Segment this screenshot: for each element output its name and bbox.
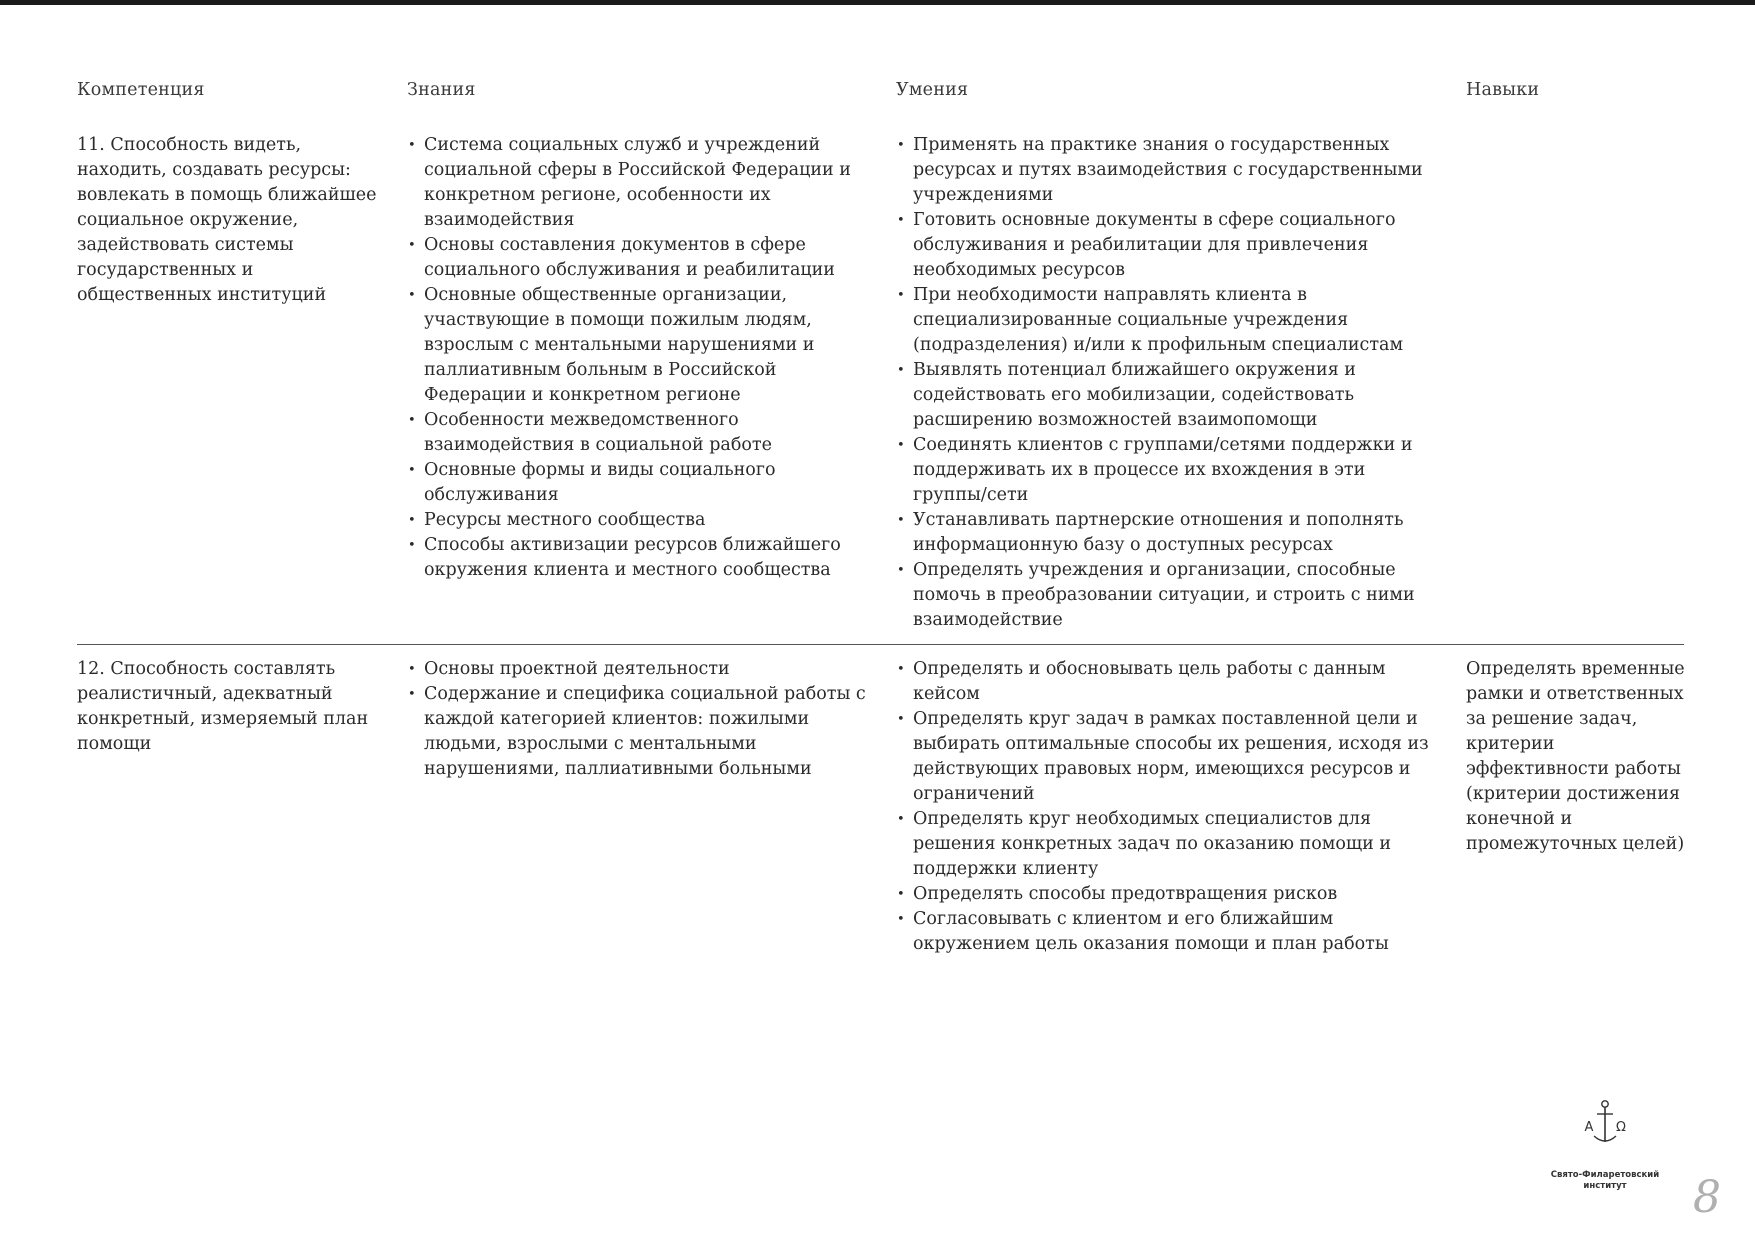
row-12-competence: 12. Способность составлять реалистичный, адекватный конкретный, измеряемый план помощи bbox=[77, 659, 369, 754]
logo-line-1: Свято-Филаретовский bbox=[1550, 1170, 1660, 1180]
row-11-knowledge bbox=[407, 133, 877, 583]
alpha-letter: А bbox=[1584, 1120, 1594, 1135]
skill-item: • Соединять клиентов с группами/сетями поддержки и поддерживать их в процессе их вхождения в эти группы/сети bbox=[896, 433, 1441, 508]
skill-item: • При необходимости направлять клиента в специализированные социальные учреждения (подразделения) и/или к профильным специалистам bbox=[896, 283, 1441, 358]
row-12-skills bbox=[896, 657, 1441, 957]
skill-item: • Устанавливать партнерские отношения и пополнять информационную базу о доступных ресурсах bbox=[896, 508, 1441, 558]
skill-item: • Определять круг задач в рамках поставленной цели и выбирать оптимальные способы их решения, исходя из действующих правовых норм, имеющихся ресурсов и ограничений bbox=[896, 707, 1441, 807]
knowledge-item: • Ресурсы местного сообщества bbox=[407, 508, 877, 533]
header-skills: Умения bbox=[896, 80, 969, 100]
omega-letter: Ω bbox=[1616, 1120, 1626, 1135]
anchor-icon bbox=[1575, 1098, 1635, 1170]
logo-line-2: институт bbox=[1583, 1181, 1627, 1191]
knowledge-item: • Система социальных служб и учреждений социальной сферы в Российской Федерации и конкретном регионе, особенности их взаимодействия bbox=[407, 133, 877, 233]
row-12-abilities: Определять временные рамки и ответственных за решение задач, критерии эффективности работы (критерии достижения конечной и промежуточных целей) bbox=[1466, 659, 1685, 854]
knowledge-item: • Основные общественные организации, участвующие в помощи пожилым людям, взрослым с ментальными нарушениями и паллиативным больным в Российской Федерации и конкретном регионе bbox=[407, 283, 877, 408]
knowledge-item: • Особенности межведомственного взаимодействия в социальной работе bbox=[407, 408, 877, 458]
header-competence: Компетенция bbox=[77, 80, 205, 100]
institute-logo bbox=[1540, 1098, 1670, 1192]
skill-item: • Согласовывать с клиентом и его ближайшим окружением цель оказания помощи и план работы bbox=[896, 907, 1441, 957]
skill-item: • Готовить основные документы в сфере социального обслуживания и реабилитации для привлечения необходимых ресурсов bbox=[896, 208, 1441, 283]
row-11-competence: 11. Способность видеть, находить, создавать ресурсы: вовлекать в помощь ближайшее социальное окружение, задействовать системы государственных и общественных институций bbox=[77, 135, 377, 305]
skill-item: • Определять и обосновывать цель работы с данным кейсом bbox=[896, 657, 1441, 707]
header-knowledge: Знания bbox=[407, 80, 476, 100]
skill-item: • Выявлять потенциал ближайшего окружения и содействовать его мобилизации, содействовать расширению возможностей взаимопомощи bbox=[896, 358, 1441, 433]
knowledge-item: • Способы активизации ресурсов ближайшего окружения клиента и местного сообщества bbox=[407, 533, 877, 583]
knowledge-item: • Содержание и специфика социальной работы с каждой категорией клиентов: пожилыми людьми, взрослыми с ментальными нарушениями, паллиативными больными bbox=[407, 682, 877, 782]
header-abilities: Навыки bbox=[1466, 80, 1540, 100]
row-11-skills bbox=[896, 133, 1441, 633]
row-divider bbox=[77, 644, 1684, 645]
skill-item: • Определять круг необходимых специалистов для решения конкретных задач по оказанию помощи и поддержки клиенту bbox=[896, 807, 1441, 882]
row-12-knowledge bbox=[407, 657, 877, 782]
knowledge-item: • Основные формы и виды социального обслуживания bbox=[407, 458, 877, 508]
skill-item: • Определять способы предотвращения рисков bbox=[896, 882, 1441, 907]
knowledge-item: • Основы составления документов в сфере социального обслуживания и реабилитации bbox=[407, 233, 877, 283]
knowledge-item: • Основы проектной деятельности bbox=[407, 657, 877, 682]
skill-item: • Определять учреждения и организации, способные помочь в преобразовании ситуации, и строить с ними взаимодействие bbox=[896, 558, 1441, 633]
page-number: 8 bbox=[1693, 1172, 1721, 1223]
skill-item: • Применять на практике знания о государственных ресурсах и путях взаимодействия с государственными учреждениями bbox=[896, 133, 1441, 208]
